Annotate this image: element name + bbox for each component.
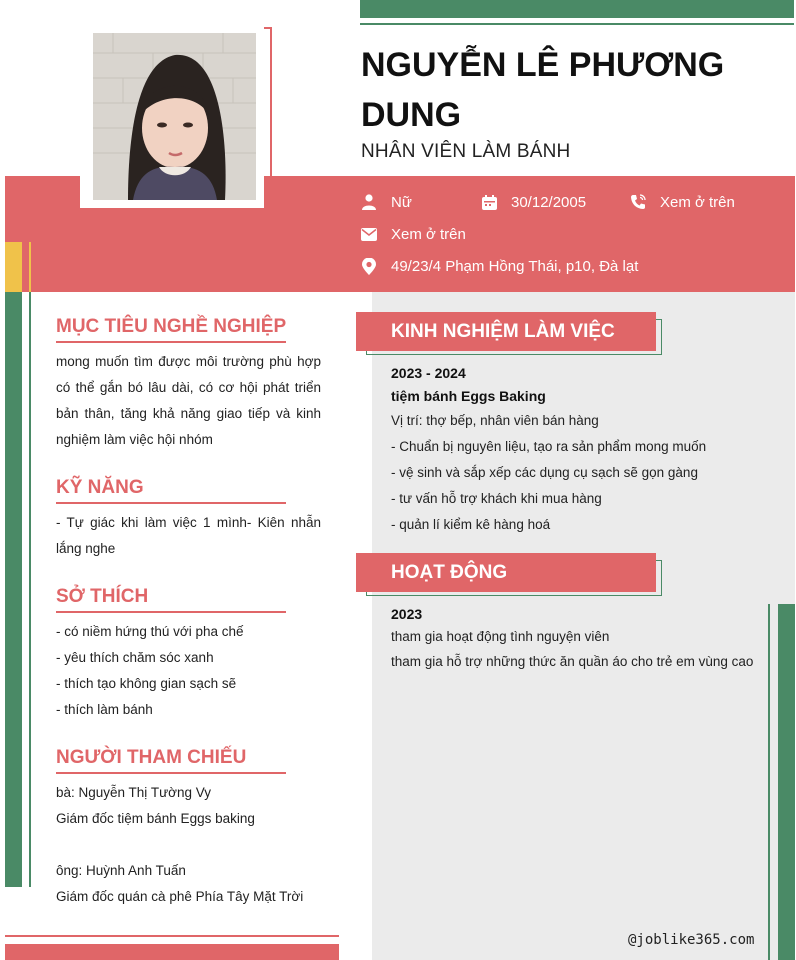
experience-line: - tư vấn hỗ trợ khách khi mua hàng <box>391 491 602 506</box>
birthday-value: 30/12/2005 <box>511 193 587 211</box>
hobby-item: - thích tạo không gian sạch sẽ <box>56 676 237 691</box>
experience-line: - quản lí kiểm kê hàng hoá <box>391 517 551 532</box>
calendar-icon <box>481 194 497 210</box>
references-heading: NGƯỜI THAM CHIẾU <box>56 747 247 768</box>
experience-company: tiệm bánh Eggs Baking <box>391 388 546 404</box>
header-green-rule <box>360 23 794 25</box>
experience-line: Vị trí: thợ bếp, nhân viên bán hàng <box>391 413 599 428</box>
skills-text: - Tự giác khi làm việc 1 mình- Kiên nhẫn lắng nghe <box>56 515 321 556</box>
experience-line: - Chuẩn bị nguyên liệu, tạo ra sản phẩm mong muốn <box>391 439 707 454</box>
experience-heading: KINH NGHIỆM LÀM VIỆC <box>356 312 656 351</box>
contact-email <box>361 224 466 244</box>
watermark: @joblike365.com <box>628 932 755 948</box>
header-green-bar <box>360 0 794 18</box>
email-value: Xem ở trên <box>391 225 466 243</box>
reference-line: Giám đốc quán cà phê Phía Tây Mặt Trời <box>56 889 304 904</box>
gender-value: Nữ <box>391 193 412 211</box>
hobby-item: - có niềm hứng thú với pha chế <box>56 624 244 639</box>
hobbies-heading: SỞ THÍCH <box>56 586 149 607</box>
experience-line: - vệ sinh và sắp xếp các dụng cụ sạch sẽ gọn gàng <box>391 465 698 480</box>
phone-value: Xem ở trên <box>660 193 735 211</box>
reference-line: bà: Nguyễn Thị Tường Vy <box>56 785 211 800</box>
experience-period: 2023 - 2024 <box>391 365 466 381</box>
activity-line: tham gia hoạt động tình nguyện viên <box>391 629 610 644</box>
reference-line: Giám đốc tiệm bánh Eggs baking <box>56 811 255 826</box>
yellow-accent-block <box>5 242 22 292</box>
address-value: 49/23/4 Phạm Hồng Thái, p10, Đà lạt <box>391 257 639 275</box>
profile-photo <box>93 33 256 200</box>
job-title: NHÂN VIÊN LÀM BÁNH <box>361 141 571 162</box>
references-underline <box>56 772 286 774</box>
contact-address <box>361 256 638 276</box>
activities-year: 2023 <box>391 606 423 622</box>
hobby-item: - yêu thích chăm sóc xanh <box>56 650 214 665</box>
hobby-item: - thích làm bánh <box>56 702 153 717</box>
bottom-red-rule <box>5 935 339 937</box>
career-goal-heading: MỤC TIÊU NGHỀ NGHIỆP <box>56 316 287 337</box>
contact-birthday <box>481 192 586 212</box>
contact-gender <box>361 192 412 212</box>
contact-phone <box>630 192 735 212</box>
candidate-name: NGUYỄN LÊ PHƯƠNG DUNG <box>361 46 725 134</box>
person-icon <box>361 194 377 210</box>
skills-heading: KỸ NĂNG <box>56 477 144 498</box>
right-green-rule <box>768 604 770 960</box>
left-green-bar <box>5 292 22 887</box>
yellow-accent-rule <box>29 242 31 292</box>
activities-heading: HOẠT ĐỘNG <box>356 553 656 592</box>
mail-icon <box>361 226 377 242</box>
right-green-bar <box>778 604 795 960</box>
activity-line: tham gia hỗ trợ những thức ăn quần áo cho trẻ em vùng cao <box>391 654 754 669</box>
location-pin-icon <box>361 258 377 274</box>
phone-icon <box>630 194 646 210</box>
bottom-red-bar <box>5 944 339 960</box>
left-green-rule <box>29 292 31 887</box>
career-goal-underline <box>56 341 286 343</box>
skills-underline <box>56 502 286 504</box>
reference-line: ông: Huỳnh Anh Tuấn <box>56 863 186 878</box>
hobbies-underline <box>56 611 286 613</box>
career-goal-text: mong muốn tìm được môi trường phù hợp có thể gắn bó lâu dài, có cơ hội phát triển bản thân, tăng khả năng giao tiếp và kinh nghiệm làm việc hội nhóm <box>56 354 321 447</box>
